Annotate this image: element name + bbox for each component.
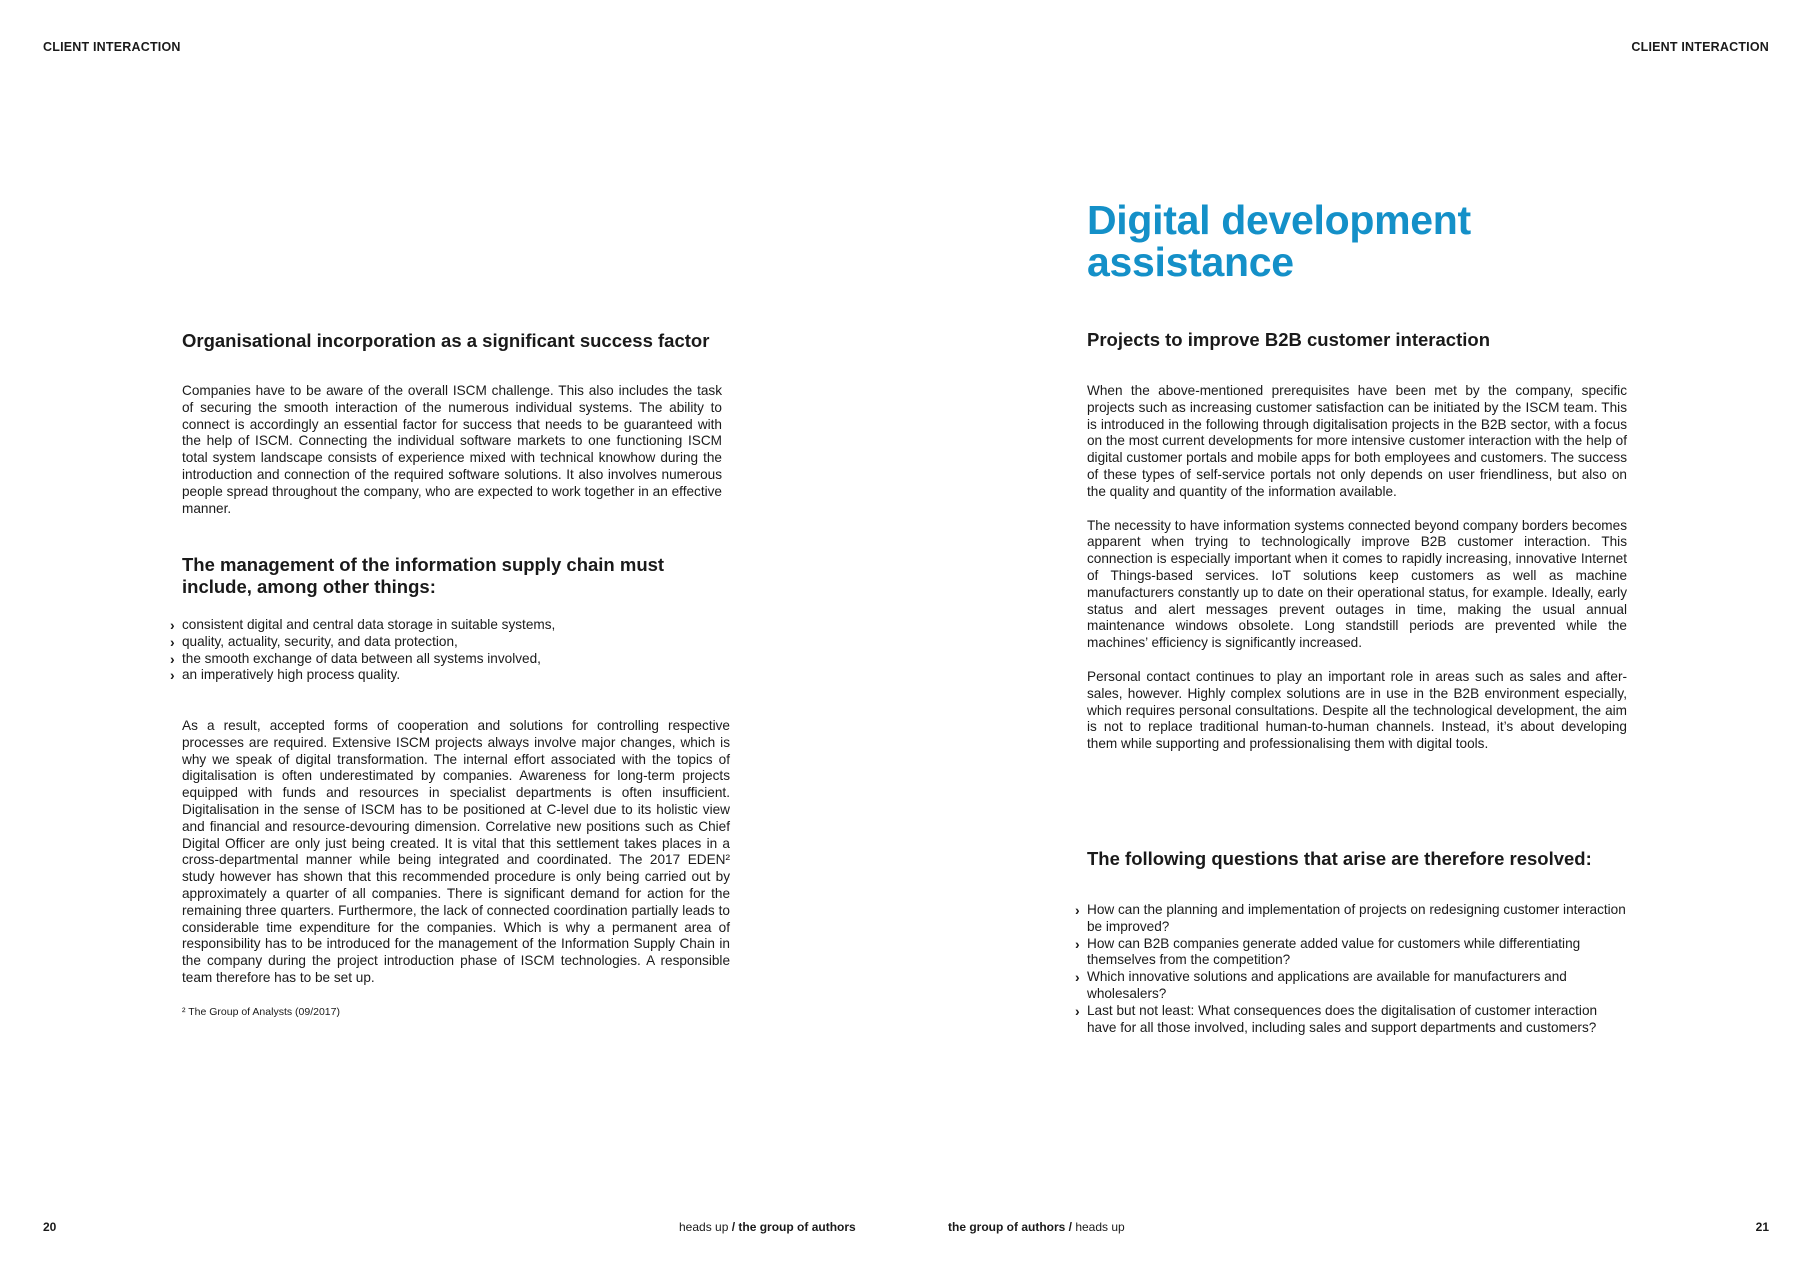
section-heading-questions: The following questions that arise are therefore resolved: [1087, 848, 1592, 869]
chevron-right-icon: › [170, 667, 175, 684]
list-item: › quality, actuality, security, and data protection, [170, 633, 458, 650]
paragraph-cooperation: As a result, accepted forms of cooperation and solutions for controlling respective processes are required. Extensive ISCM projects always involve major changes, which is why we speak of digital transformation. The internal effort associated with the topics of digitalisation is often underestimated by companies. Awareness for long-term projects equipped with funds and resources in specialist departments is often insufficient. Digitalisation in the sense of ISCM has to be positioned at C-level due to its holistic view and financial and resource-devouring dimension. Correlative new positions such as Chief Digital Officer are only just being created. It is vital that this settlement takes places in a cross-departmental manner while being integrated and coordinated. The 2017 EDEN² study however has shown that this recommended procedure is only being carried out by approximately a quarter of all companies. There is significant demand for action for the remaining three quarters. Furthermore, the lack of connected coordination partially leads to considerable time expenditure for the companies. Which is why a permanent area of responsibility has to be introduced for the management of the Information Supply Chain in the company during the project introduction phase of ISCM technologies. A responsible team therefore has to be set up. [182, 718, 730, 985]
paragraph-iscm-challenge: Companies have to be aware of the overall ISCM challenge. This also includes the task of securing the smooth interaction of the numerous individual systems. The ability to connect is accordingly an essential factor for success that needs to be guaranteed with the help of ISCM. Connecting the individual software markets to one functioning ISCM total system landscape consists of experience mixed with technical knowhow during the introduction and connection of the required software solutions. It also involves numerous people spread throughout the company, who are expected to work together in an effective manner. [182, 383, 722, 516]
chevron-right-icon: › [170, 617, 175, 633]
list-item: › an imperatively high process quality. [170, 667, 401, 684]
section-heading-organisational: Organisational incorporation as a significant success factor [182, 330, 710, 351]
question-list [1075, 902, 1627, 1036]
title-line-1: Digital development [1087, 197, 1471, 243]
list-item: › How can B2B companies generate added value for customers while differentiating themselves from the competition? [1075, 935, 1581, 968]
list-item: › Which innovative solutions and applications are available for manufacturers and wholesalers? [1075, 969, 1567, 1001]
page-number-left: 20 [43, 1220, 57, 1234]
footnote: ² The Group of Analysts (09/2017) [182, 1006, 340, 1018]
bullet-list-management [170, 617, 662, 684]
chevron-right-icon: › [1075, 902, 1080, 918]
chevron-right-icon: › [1075, 935, 1080, 952]
page-number-right: 21 [1755, 1220, 1769, 1234]
paragraph: The necessity to have information systems connected beyond company borders becomes apparent when trying to technologically improve B2B customer interaction. This connection is especially important when it comes to rapidly increasing, innovative Internet of Things-based services. IoT solutions keep customers as well as machine manufacturers constantly up to date on their operational status, for example. Ideally, early status and alert messages prevent outages in time, making the usual annual maintenance windows obsolete. Long standstill periods are prevented while the machines’ efficiency is significantly increased. [1087, 517, 1627, 651]
section-heading-management [182, 554, 742, 598]
list-item: › the smooth exchange of data between all systems involved, [170, 650, 541, 667]
b2b-paragraphs [1087, 383, 1627, 770]
footer-right [948, 1220, 1125, 1234]
chevron-right-icon: › [170, 633, 175, 650]
running-head-left: CLIENT INTERACTION [43, 40, 181, 54]
title-line-2: assistance [1087, 239, 1294, 285]
footer-bold: the group of authors / [948, 1220, 1072, 1234]
section-heading-b2b: Projects to improve B2B customer interaction [1087, 329, 1490, 350]
page-title [1087, 199, 1647, 283]
list-item: › Last but not least: What consequences does the digitalisation of customer interaction have for all those involved, including sales and support departments and customers? [1075, 1002, 1598, 1035]
heading-line-1: The management of the information supply chain must [182, 554, 665, 575]
footer-plain: heads up [1072, 1220, 1125, 1234]
running-head-right: CLIENT INTERACTION [1631, 40, 1769, 54]
chevron-right-icon: › [1075, 969, 1080, 986]
list-item: › consistent digital and central data storage in suitable systems, [170, 617, 556, 633]
paragraph: Personal contact continues to play an important role in areas such as sales and after-sales, however. Highly complex solutions are in use in the B2B environment especially, which requires personal consultations. Despite all the technological development, the aim is not to replace traditional human-to-human channels. Instead, it’s about developing them while supporting and professionalising them with digital tools. [1087, 668, 1627, 752]
list-item: › How can the planning and implementation of projects on redesigning customer interaction be improved? [1075, 902, 1626, 934]
chevron-right-icon: › [1075, 1002, 1080, 1019]
chevron-right-icon: › [170, 650, 175, 667]
footer-plain: heads up [679, 1220, 732, 1234]
heading-line-2: include, among other things: [182, 576, 436, 597]
paragraph: When the above-mentioned prerequisites have been met by the company, specific projects such as increasing customer satisfaction can be initiated by the ISCM team. This is introduced in the following through digitalisation projects in the B2B sector, with a focus on the most current developments for more intensive customer interaction with the help of digital customer portals and mobile apps for both employees and customers. The success of these types of self-service portals not only depends on user friendliness, but also on the quality and quantity of the information available. [1087, 383, 1627, 499]
footer-bold: / the group of authors [731, 1220, 856, 1234]
footer-left [679, 1220, 856, 1234]
